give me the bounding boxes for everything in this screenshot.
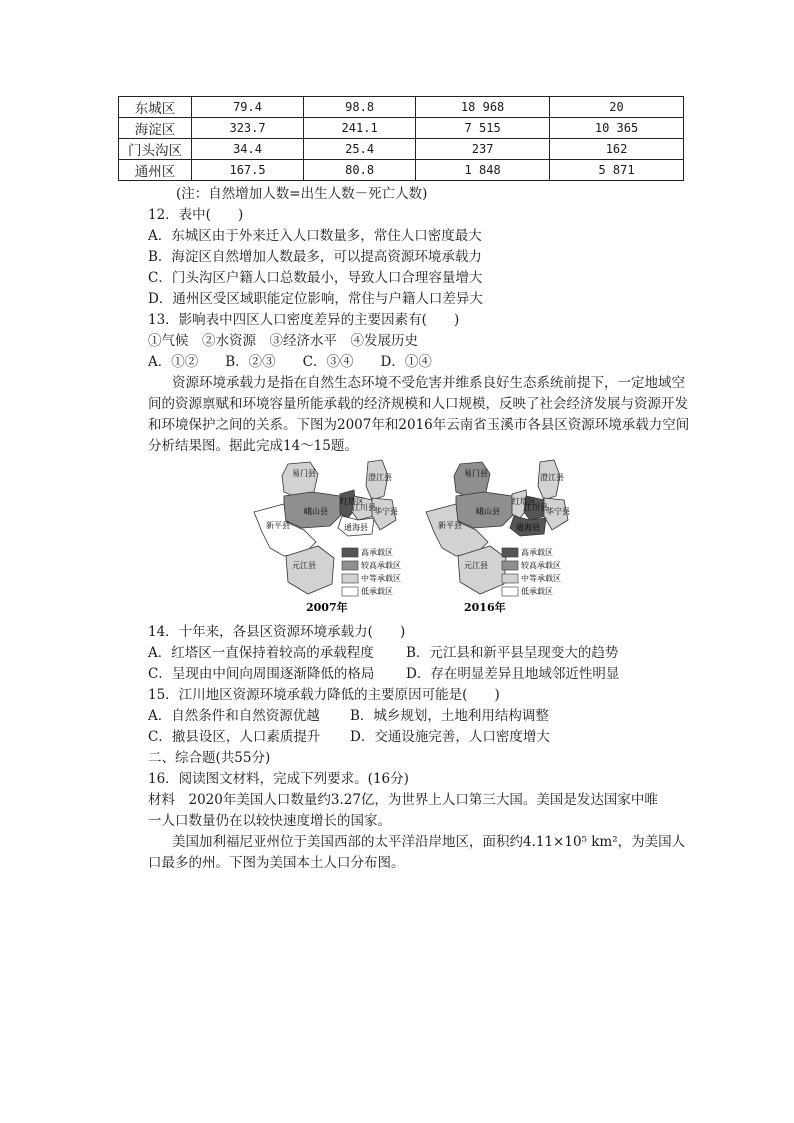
q13-factors: ①气候 ②水资源 ③经济水平 ④发展历史 xyxy=(148,333,418,349)
region-label: 红塔区 xyxy=(340,497,364,506)
q14-option-b: B．元江县和新平县呈现变大的趋势 xyxy=(406,645,619,661)
legend-swatch-medium xyxy=(502,574,518,583)
table-cell: 10 365 xyxy=(550,118,684,139)
table-cell: 241.1 xyxy=(304,118,416,139)
legend-label: 中等承载区 xyxy=(361,574,401,583)
passage-line: 和环境保护之间的关系。下图为2007年和2016年云南省玉溪市各县区资源环境承载力空间 xyxy=(148,417,690,433)
region-label: 华宁县 xyxy=(374,507,398,516)
legend-right xyxy=(502,547,561,596)
carrying-capacity-maps xyxy=(248,456,588,616)
region-label: 易门县 xyxy=(464,469,488,478)
region-label: 华宁县 xyxy=(546,507,570,516)
district-name: 海淀区 xyxy=(119,118,192,139)
map-2016 xyxy=(426,460,570,614)
q13-options: A．①② B．②③ C．③④ D．①④ xyxy=(148,354,432,370)
region-label: 峨山县 xyxy=(304,507,328,516)
table-cell: 18 968 xyxy=(416,97,550,118)
legend-left xyxy=(342,547,401,596)
table-cell: 25.4 xyxy=(304,139,416,160)
passage-line: 分析结果图。据此完成14～15题。 xyxy=(148,438,358,454)
table-cell: 237 xyxy=(416,139,550,160)
legend-swatch-low xyxy=(342,587,358,596)
region-label: 元江县 xyxy=(464,561,488,570)
q12-option-d: D．通州区受区域职能定位影响，常住与户籍人口差异大 xyxy=(148,291,483,307)
table-cell: 162 xyxy=(550,139,684,160)
table-cell: 20 xyxy=(550,97,684,118)
table-cell: 79.4 xyxy=(192,97,304,118)
legend-swatch-high xyxy=(502,548,518,557)
legend-label: 高承载区 xyxy=(521,548,553,557)
q15-option-d: D．交通设施完善，人口密度增大 xyxy=(350,729,550,745)
region-label: 澄江县 xyxy=(368,473,392,482)
region-label: 红塔区 xyxy=(512,497,536,506)
region-label: 元江县 xyxy=(292,561,316,570)
material-line: 美国加利福尼亚州位于美国西部的太平洋沿岸地区，面积约4.11×10⁵ km²，为美国人 xyxy=(172,834,686,850)
map-year-2007: 2007年 xyxy=(306,601,348,614)
table-cell: 7 515 xyxy=(416,118,550,139)
population-table xyxy=(118,96,684,181)
table-note: (注：自然增加人数=出生人数－死亡人数) xyxy=(176,186,428,202)
passage-line: 间的资源禀赋和环境容量所能承载的经济规模和人口规模，反映了社会经济发展与资源开发 xyxy=(148,396,688,412)
q12-option-b: B．海淀区自然增加人数最多，可以提高资源环境承载力 xyxy=(148,249,482,265)
table-cell: 34.4 xyxy=(192,139,304,160)
q12-stem: 12．表中( ) xyxy=(148,207,244,223)
region-label: 通海县 xyxy=(516,523,540,532)
table-cell: 5 871 xyxy=(550,160,684,181)
region-label: 江川县 xyxy=(524,503,548,512)
table-cell: 323.7 xyxy=(192,118,304,139)
district-name: 门头沟区 xyxy=(119,139,192,160)
q13-stem: 13．影响表中四区人口密度差异的主要因素有( ) xyxy=(148,312,460,328)
legend-label: 高承载区 xyxy=(361,548,393,557)
legend-swatch-mid-high xyxy=(342,561,358,570)
q14-option-a: A．红塔区一直保持着较高的承载程度 xyxy=(148,645,374,661)
q15-stem: 15．江川地区资源环境承载力降低的主要原因可能是( ) xyxy=(148,687,500,703)
q14-stem: 14．十年来，各县区资源环境承载力( ) xyxy=(148,624,406,640)
q15-option-a: A．自然条件和自然资源优越 xyxy=(148,708,320,724)
legend-label: 中等承载区 xyxy=(521,574,561,583)
table-row xyxy=(119,118,684,139)
legend-swatch-low xyxy=(502,587,518,596)
legend-label: 较高承载区 xyxy=(521,561,561,570)
region-label: 通海县 xyxy=(344,523,368,532)
region-label: 峨山县 xyxy=(476,507,500,516)
legend-swatch-high xyxy=(342,548,358,557)
legend-label: 较高承载区 xyxy=(361,561,401,570)
region-label: 江川县 xyxy=(352,503,376,512)
district-name: 通州区 xyxy=(119,160,192,181)
region-label: 澄江县 xyxy=(540,473,564,482)
table-cell: 167.5 xyxy=(192,160,304,181)
q14-option-c: C．呈现由中间向周围逐渐降低的格局 xyxy=(148,666,375,682)
table-cell: 1 848 xyxy=(416,160,550,181)
q14-option-d: D．存在明显差异且地域邻近性明显 xyxy=(406,666,620,682)
region-label: 新平县 xyxy=(266,521,290,530)
q16-stem: 16．阅读图文材料，完成下列要求。(16分) xyxy=(148,771,409,787)
table-cell: 98.8 xyxy=(304,97,416,118)
table-row xyxy=(119,160,684,181)
material-line: 一人口数量仍在以较快速度增长的国家。 xyxy=(148,813,391,829)
region-label: 易门县 xyxy=(292,469,316,478)
table-row xyxy=(119,97,684,118)
legend-label: 低承载区 xyxy=(521,587,553,596)
material-line: 材料 2020年美国人口数量约3.27亿，为世界上人口第三大国。美国是发达国家中唯 xyxy=(148,792,658,808)
passage-line: 资源环境承载力是指在自然生态环境不受危害并维系良好生态系统前提下，一定地域空 xyxy=(172,375,685,391)
q12-option-a: A．东城区由于外来迁入人口数量多，常住人口密度最大 xyxy=(148,228,482,244)
legend-label: 低承载区 xyxy=(361,587,393,596)
region-label: 新平县 xyxy=(438,521,462,530)
q15-option-c: C．撤县设区，人口素质提升 xyxy=(148,729,321,745)
map-year-2016: 2016年 xyxy=(464,601,506,614)
district-name: 东城区 xyxy=(119,97,192,118)
q12-option-c: C．门头沟区户籍人口总数最小，导致人口合理容量增大 xyxy=(148,270,483,286)
table-cell: 80.8 xyxy=(304,160,416,181)
material-line: 口最多的州。下图为美国本土人口分布图。 xyxy=(148,855,405,871)
section-title: 二、综合题(共55分) xyxy=(148,750,271,766)
legend-swatch-medium xyxy=(342,574,358,583)
q15-option-b: B．城乡规划，土地利用结构调整 xyxy=(350,708,549,724)
table-row xyxy=(119,139,684,160)
legend-swatch-mid-high xyxy=(502,561,518,570)
